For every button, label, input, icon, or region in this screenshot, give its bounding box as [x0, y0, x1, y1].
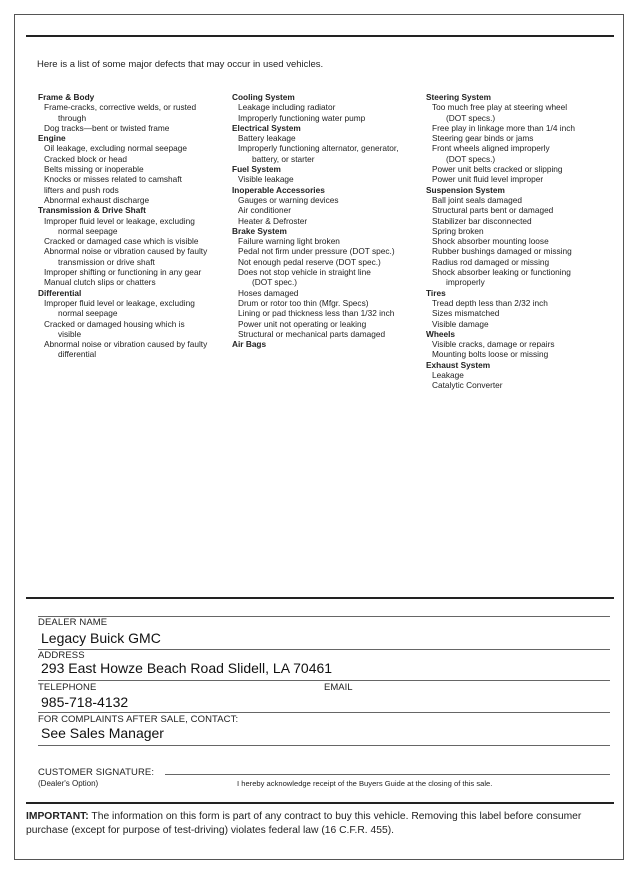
defects-column-3	[426, 92, 620, 391]
defect-item	[38, 143, 228, 153]
defect-item-text: Frame-cracks, corrective welds, or rusted	[44, 102, 197, 113]
defect-item-text: Tread depth less than 2/32 inch	[432, 297, 548, 308]
defect-item	[232, 174, 422, 184]
defect-item-text: Air conditioner	[238, 205, 292, 216]
defect-section-title: Tires	[426, 287, 446, 298]
signature-line[interactable]	[165, 774, 610, 775]
defect-item-text: Cracked or damaged housing which is	[44, 318, 185, 329]
defect-item	[426, 216, 620, 226]
defect-item	[232, 236, 422, 246]
address-line	[38, 680, 610, 681]
defect-item-text: Catalytic Converter	[432, 380, 503, 391]
defect-item	[232, 308, 422, 318]
defect-item	[38, 174, 228, 184]
defect-item	[38, 339, 228, 360]
telephone-line	[38, 712, 610, 713]
defect-item-continuation: through	[58, 112, 87, 123]
defect-item	[38, 236, 228, 246]
defect-item	[426, 319, 620, 329]
defect-item	[232, 257, 422, 267]
defects-column-2	[232, 92, 422, 349]
defect-section-title: Engine	[38, 133, 66, 144]
defect-section-title: Inoperable Accessories	[232, 184, 325, 195]
complaints-label: FOR COMPLAINTS AFTER SALE, CONTACT:	[38, 714, 239, 725]
defect-item	[38, 298, 228, 319]
defect-item-text: Leakage including radiator	[238, 102, 336, 113]
defect-item	[38, 319, 228, 340]
defect-item-text: Steering gear binds or jams	[432, 133, 534, 144]
important-label: IMPORTANT:	[26, 811, 89, 822]
defect-item	[38, 102, 228, 123]
defect-item	[426, 226, 620, 236]
defect-section-title: Exhaust System	[426, 359, 491, 370]
defect-item-text: Spring broken	[432, 225, 484, 236]
defect-item	[232, 195, 422, 205]
defect-item-text: Drum or rotor too thin (Mfgr. Specs)	[238, 297, 369, 308]
defect-item-text: Structural or mechanical parts damaged	[238, 328, 386, 339]
defect-item-continuation: (DOT specs.)	[446, 153, 496, 164]
defect-item-text: Knocks or misses related to camshaft	[44, 174, 182, 185]
defect-item	[38, 123, 228, 133]
defect-item-continuation: visible	[58, 328, 82, 339]
dealer-name-value[interactable]: Legacy Buick GMC	[41, 630, 161, 646]
defect-item	[426, 267, 620, 288]
defect-item-text: Manual clutch slips or chatters	[44, 277, 156, 288]
defect-item	[426, 236, 620, 246]
defect-item-continuation: (DOT spec.)	[252, 277, 298, 288]
defect-item-text: Shock absorber mounting loose	[432, 236, 549, 247]
dealer-name-label: DEALER NAME	[38, 617, 108, 628]
defect-item	[426, 246, 620, 256]
defect-item-text: Too much free play at steering wheel	[432, 102, 568, 113]
defect-item	[38, 185, 228, 195]
defect-item-text: Gauges or warning devices	[238, 194, 339, 205]
defect-item	[426, 370, 620, 380]
defect-item	[38, 195, 228, 205]
defect-section-title: Wheels	[426, 328, 456, 339]
defect-item	[232, 267, 422, 288]
defect-item-text: Sizes mismatched	[432, 308, 500, 319]
defect-item	[426, 102, 620, 123]
defect-item-text: Power unit fluid level improper	[432, 174, 544, 185]
defect-item	[232, 319, 422, 329]
defect-item	[426, 164, 620, 174]
defect-item-text: Hoses damaged	[238, 287, 299, 298]
complaints-line	[38, 745, 610, 746]
defect-item-text: Heater & Defroster	[238, 215, 308, 226]
defect-item	[232, 102, 422, 112]
address-label: ADDRESS	[38, 650, 85, 661]
dealer-name-line	[38, 649, 610, 650]
defect-item	[426, 195, 620, 205]
defect-item	[232, 205, 422, 215]
defect-section-title: Transmission & Drive Shaft	[38, 205, 146, 216]
defects-column-1	[38, 92, 228, 360]
defect-item-text: Pedal not firm under pressure (DOT spec.)	[238, 246, 395, 257]
defect-item-text: Radius rod damaged or missing	[432, 256, 550, 267]
defect-item	[426, 257, 620, 267]
defect-item-continuation: differential	[58, 349, 97, 360]
defect-item-text: Abnormal exhaust discharge	[44, 194, 150, 205]
defect-item	[426, 349, 620, 359]
defect-item-text: Cracked or damaged case which is visible	[44, 236, 199, 247]
email-label: EMAIL	[324, 682, 353, 693]
defect-item-text: Free play in linkage more than 1/4 inch	[432, 122, 575, 133]
defect-item	[38, 246, 228, 267]
defect-section-title: Cooling System	[232, 92, 295, 102]
defect-section-title: Frame & Body	[38, 92, 95, 102]
defect-item-text: Leakage	[432, 370, 464, 381]
dealer-section-rule	[26, 597, 614, 599]
defect-item	[232, 143, 422, 164]
defect-item	[426, 308, 620, 318]
defect-item	[38, 164, 228, 174]
intro-text: Here is a list of some major defects that may occur in used vehicles.	[37, 59, 324, 70]
defect-item	[38, 267, 228, 277]
defect-item-text: Oil leakage, excluding normal seepage	[44, 143, 187, 154]
defect-item-continuation: (DOT specs.)	[446, 112, 496, 123]
defect-item-text: Abnormal noise or vibration caused by faulty	[44, 339, 208, 350]
defect-section-title: Steering System	[426, 92, 492, 102]
defect-section-title: Suspension System	[426, 184, 505, 195]
important-text: The information on this form is part of any contract to buy this vehicle. Removing this label before consumer purchase (except for purpose of test-driving) violates federal law (16 C.F.R. 455).	[26, 811, 582, 836]
defect-item-text: Power unit not operating or leaking	[238, 318, 367, 329]
defect-item	[38, 277, 228, 287]
telephone-value[interactable]: 985-718-4132	[41, 694, 129, 710]
defect-item-text: Does not stop vehicle in straight line	[238, 267, 371, 278]
defect-section-title: Air Bags	[232, 339, 267, 350]
defect-section-title: Differential	[38, 287, 82, 298]
address-value[interactable]: 293 East Howze Beach Road Slidell, LA 70461	[41, 660, 333, 676]
defect-section-title: Electrical System	[232, 122, 301, 133]
signature-label: CUSTOMER SIGNATURE:	[38, 767, 155, 778]
defect-item-text: Abnormal noise or vibration caused by faulty	[44, 246, 208, 257]
defect-item	[426, 205, 620, 215]
defect-section-title: Fuel System	[232, 164, 281, 175]
telephone-label: TELEPHONE	[38, 682, 97, 693]
defect-item	[38, 154, 228, 164]
important-notice	[26, 810, 616, 837]
top-rule	[26, 35, 614, 37]
complaints-value[interactable]: See Sales Manager	[41, 725, 164, 741]
defect-item-continuation: normal seepage	[58, 308, 118, 319]
defect-item-text: Power unit belts cracked or slipping	[432, 164, 563, 175]
defect-item-text: Improper fluid level or leakage, excluding	[44, 215, 195, 226]
defect-item	[232, 216, 422, 226]
defect-item	[232, 133, 422, 143]
defect-item-text: Belts missing or inoperable	[44, 164, 144, 175]
defect-item-text: Front wheels aligned improperly	[432, 143, 550, 154]
defect-item-continuation: transmission or drive shaft	[58, 256, 155, 267]
defect-item-text: Not enough pedal reserve (DOT spec.)	[238, 256, 381, 267]
defect-item	[426, 133, 620, 143]
acknowledge-text: I hereby acknowledge receipt of the Buyers Guide at the closing of this sale.	[237, 779, 493, 788]
defect-item-text: Lining or pad thickness less than 1/32 inch	[238, 308, 395, 319]
defect-item-text: Failure warning light broken	[238, 236, 340, 247]
defect-item	[426, 123, 620, 133]
signature-option: (Dealer's Option)	[38, 779, 99, 788]
important-rule	[26, 802, 614, 804]
defect-item	[426, 298, 620, 308]
defect-item-text: Cracked block or head	[44, 153, 128, 164]
defect-item-text: Visible cracks, damage or repairs	[432, 339, 555, 350]
defect-item	[232, 288, 422, 298]
defect-item-text: Structural parts bent or damaged	[432, 205, 554, 216]
defect-item	[426, 174, 620, 184]
defect-item-text: Visible damage	[432, 318, 489, 329]
defect-item-text: Improperly functioning water pump	[238, 112, 366, 123]
defect-section-title: Brake System	[232, 225, 287, 236]
defect-item-continuation: normal seepage	[58, 225, 118, 236]
defect-item-continuation: battery, or starter	[252, 153, 315, 164]
defect-item	[426, 380, 620, 390]
dealer-name-topline	[38, 616, 610, 617]
defect-item	[426, 339, 620, 349]
defect-item-text: Stabilizer bar disconnected	[432, 215, 532, 226]
defect-item-text: Dog tracks—bent or twisted frame	[44, 122, 170, 133]
defect-item-text: Visible leakage	[238, 174, 294, 185]
defect-item	[232, 113, 422, 123]
defect-item-text: Rubber bushings damaged or missing	[432, 246, 572, 257]
defect-item-text: Shock absorber leaking or functioning	[432, 267, 571, 278]
defect-item-text: lifters and push rods	[44, 184, 119, 195]
defect-item-text: Improperly functioning alternator, generator,	[238, 143, 399, 154]
defect-item	[232, 246, 422, 256]
defect-item-text: Battery leakage	[238, 133, 296, 144]
defect-item-text: Improper shifting or functioning in any gear	[44, 267, 202, 278]
defect-item	[426, 143, 620, 164]
defect-item-text: Mounting bolts loose or missing	[432, 349, 549, 360]
defect-item-text: Ball joint seals damaged	[432, 194, 522, 205]
defect-item-continuation: improperly	[446, 277, 485, 288]
defect-item-text: Improper fluid level or leakage, excluding	[44, 297, 195, 308]
defect-item	[38, 216, 228, 237]
defect-item	[232, 298, 422, 308]
defect-item	[232, 329, 422, 339]
